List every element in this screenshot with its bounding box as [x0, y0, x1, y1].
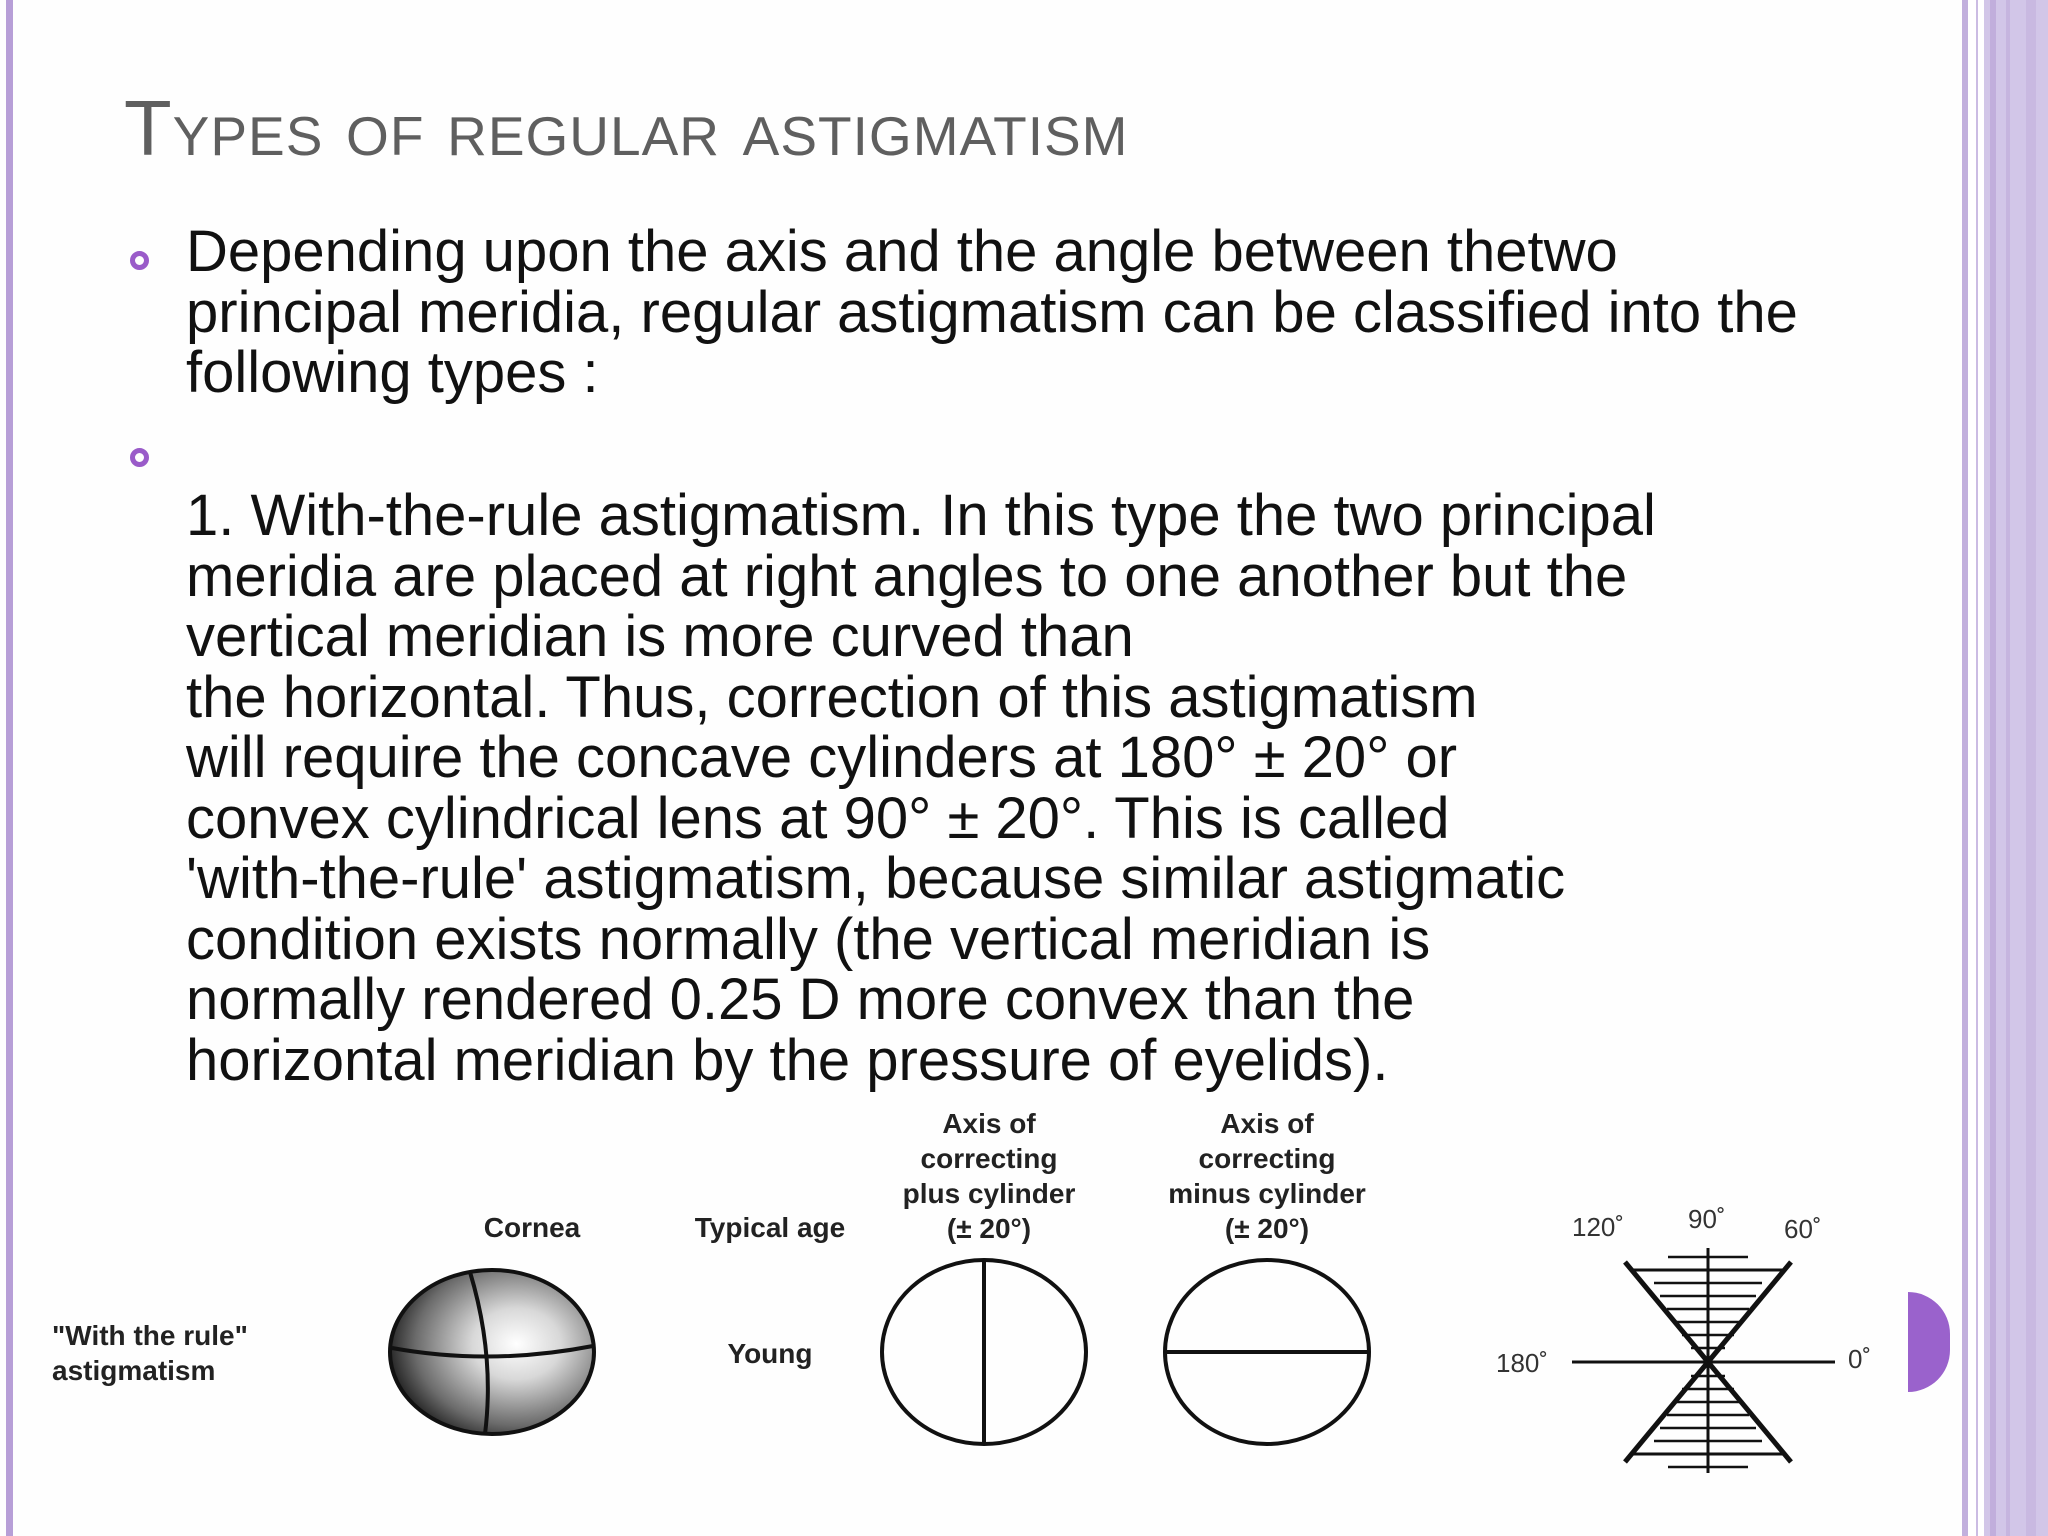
minus-cylinder-axis-icon — [1165, 1260, 1369, 1444]
right-border-stripe — [1990, 0, 1996, 1536]
degree-label-120: 120˚ — [1572, 1212, 1625, 1242]
left-border-line — [6, 0, 13, 1536]
typical-age-value: Young — [727, 1338, 813, 1369]
cornea-ellipse-icon — [390, 1270, 594, 1434]
row-label: "With the rule" astigmatism — [52, 1320, 248, 1386]
plus-cylinder-axis-icon — [882, 1260, 1086, 1444]
right-border-stripe — [2006, 0, 2010, 1536]
slide-title: Types of regular astigmatism — [124, 84, 1129, 172]
typical-age-header: Typical age — [694, 1212, 846, 1243]
degree-label-180: 180˚ — [1496, 1348, 1549, 1378]
degree-label-0: 0˚ — [1848, 1344, 1872, 1374]
right-border-stripe — [1976, 0, 1978, 1536]
minus-cylinder-header: Axis of correcting minus cylinder (± 20°) — [1168, 1108, 1366, 1244]
bullet-list — [124, 219, 1924, 1093]
degree-label-60: 60˚ — [1784, 1214, 1822, 1244]
plus-cylinder-header: Axis of correcting plus cylinder (± 20°) — [902, 1108, 1076, 1244]
bullet-text: 1. With-the-rule astigmatism. In this type the two principal meridia are placed at right angles to one another but the vertical meridian is more curved than the horizontal. Thus, correction of this astigmatism will require the concave cylinders at 180° ± 20° or convex cylindrical lens at 90° ± 20°. This is called 'with-the-rule' astigmatism, because similar astigmatic condition exists normally (the vertical meridian is normally rendered 0.25 D more convex than the horizontal meridian by the pressure of eyelids). — [186, 483, 1656, 1093]
bullet-item — [124, 219, 1924, 405]
bullet-circle-icon — [130, 251, 149, 270]
bullet-circle-icon — [130, 448, 149, 467]
bullet-text: Depending upon the axis and the angle between thetwo principal meridia, regular astigmatism can be classified into the following types : — [186, 219, 1798, 405]
cornea-header: Cornea — [483, 1212, 581, 1243]
right-border-stripe — [2026, 0, 2036, 1536]
astigmatism-figure — [40, 1100, 1920, 1500]
astigmatic-dial-icon — [1572, 1248, 1835, 1473]
right-border-stripe — [1962, 0, 1968, 1536]
bullet-item — [124, 426, 1924, 1092]
degree-label-90: 90˚ — [1688, 1204, 1726, 1234]
